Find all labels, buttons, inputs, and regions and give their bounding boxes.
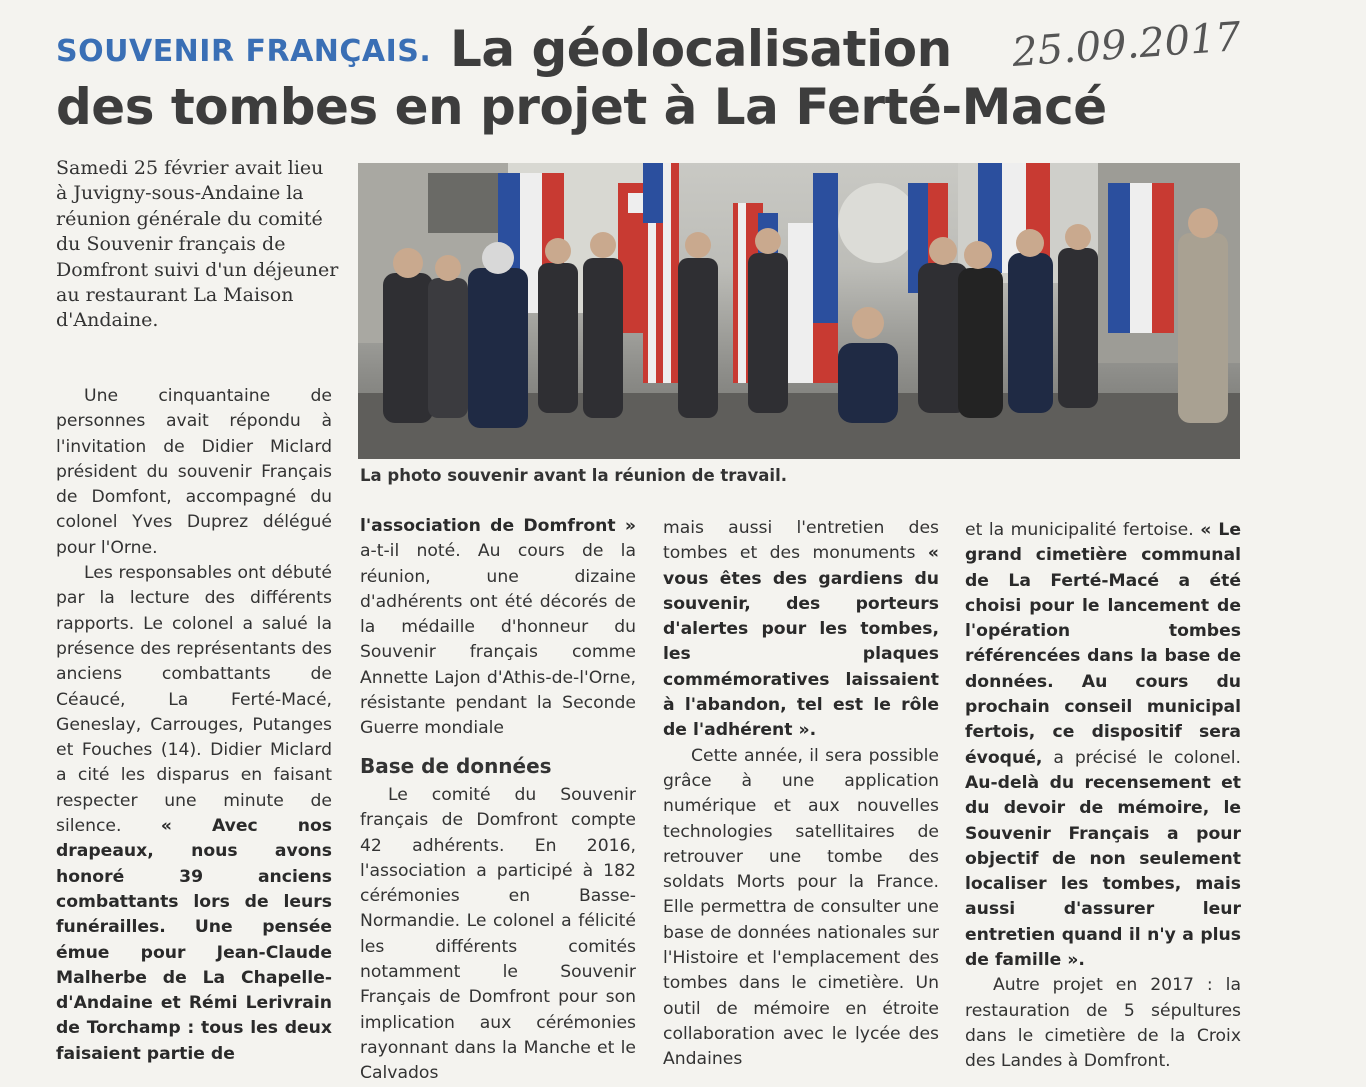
handwritten-date: 25.09.2017	[1010, 14, 1243, 76]
article-column-3	[663, 516, 939, 1073]
col3-p1-bold: « vous êtes des gardiens du souvenir, des porteurs d'alertes pour les tombes, les plaques commémoratives laissaient à l'abandon, tel est le rôle de l'adhérent ».	[663, 543, 939, 741]
col1-p2-text: Les responsables ont débuté par la lecture des différents rapports. Le colonel a salué la présence des représentants des anciens combattants de Céaucé, La Ferté-Macé, Geneslay, Carrouges, Putanges et Fouches (14). Didier Miclard a cité les disparus en faisant respecter une minute de silence.	[56, 563, 332, 837]
col1-paragraph-1: Une cinquantaine de personnes avait répondu à l'invitation de Didier Miclard président du souvenir Français de Domfont, accompagné du colonel Yves Duprez délégué pour l'Orne.	[56, 386, 332, 558]
col3-paragraph-2: Cette année, il sera possible grâce à une application numérique et aux nouvelles technologies satellitaires de retrouver une tombe des soldats Morts pour la France. Elle permettra de consulter une base de données nationales sur l'Histoire et l'emplacement des tombes dans le cimetière. Un outil de mémoire en étroite collaboration avec le lycée des Andaines	[663, 745, 939, 1070]
col3-p1-text: mais aussi l'entretien des tombes et des monuments	[663, 518, 939, 564]
article-kicker: SOUVENIR FRANÇAIS.	[56, 34, 432, 69]
article-column-2	[360, 514, 636, 1087]
col1-p2-bold: Une pensée émue pour Jean-Claude Malherbe de La Chapelle-d'Andaine et Rémi Lerivrain de Torchamp : tous les deux faisaient partie de	[56, 917, 333, 1064]
col2-p1-text: a-t-il noté. Au cours de la réunion, une dizaine d'adhérents ont été décorés de la médaille d'honneur du Souvenir français comme Annette Lajon d'Athis-de-l'Orne, résistante pendant la Seconde Guerre mondiale	[360, 541, 636, 739]
col1-p2-quote: « Avec nos drapeaux, nous avons honoré 39 anciens combattants lors de leurs funérailles.	[56, 816, 332, 938]
col4-p1-text: et la municipalité fertoise.	[965, 520, 1194, 540]
col4-paragraph-1	[965, 518, 1241, 973]
headline-line-2: des tombes en projet à La Ferté-Macé	[56, 78, 1107, 136]
col2-paragraph-1	[360, 514, 636, 742]
col1-paragraph-2	[56, 561, 332, 1067]
col2-p1-bold: l'association de Domfront »	[360, 516, 636, 536]
col4-p1-mid: a précisé le colonel.	[1053, 747, 1241, 768]
intro-paragraph: Samedi 25 février avait lieu à Juvigny-sous-Andaine la réunion générale du comité du Souvenir français de Domfront suivi d'un déjeuner au restaurant La Maison d'Andaine.	[56, 157, 339, 332]
headline-line-1: La géolocalisation	[450, 20, 952, 78]
group-photo	[358, 163, 1240, 459]
col4-p1-bold: « Le grand cimetière communal de La Ferté-Macé a été choisi pour le lancement de l'opération tombes référencées dans la base de données. Au cours du prochain conseil municipal fertois, ce dispositif sera évoqué,	[965, 520, 1242, 768]
photo-caption: La photo souvenir avant la réunion de travail.	[360, 466, 788, 485]
col3-paragraph-1	[663, 516, 939, 744]
group-photo-illustration	[358, 163, 1240, 459]
col2-paragraph-2: Le comité du Souvenir français de Domfront compte 42 adhérents. En 2016, l'association a participé à 182 cérémonies en Basse-Normandie. Le colonel a félicité les différents comités notamment le Souvenir Français de Domfront pour son implication aux cérémonies rayonnant dans la Manche et le Calvados	[360, 784, 636, 1084]
section-subhead: Base de données	[360, 753, 552, 778]
col4-p1-bold2: Au-delà du recensement et du devoir de mémoire, le Souvenir Français a pour objectif de non seulement localiser les tombes, mais aussi d'assurer leur entretien quand il n'y a plus de famille ».	[965, 772, 1241, 971]
article-column-1	[56, 384, 332, 1067]
article-column-4	[965, 518, 1241, 1075]
col4-paragraph-2: Autre projet en 2017 : la restauration de 5 sépultures dans le cimetière de la Croix des Landes à Domfront.	[965, 975, 1241, 1072]
